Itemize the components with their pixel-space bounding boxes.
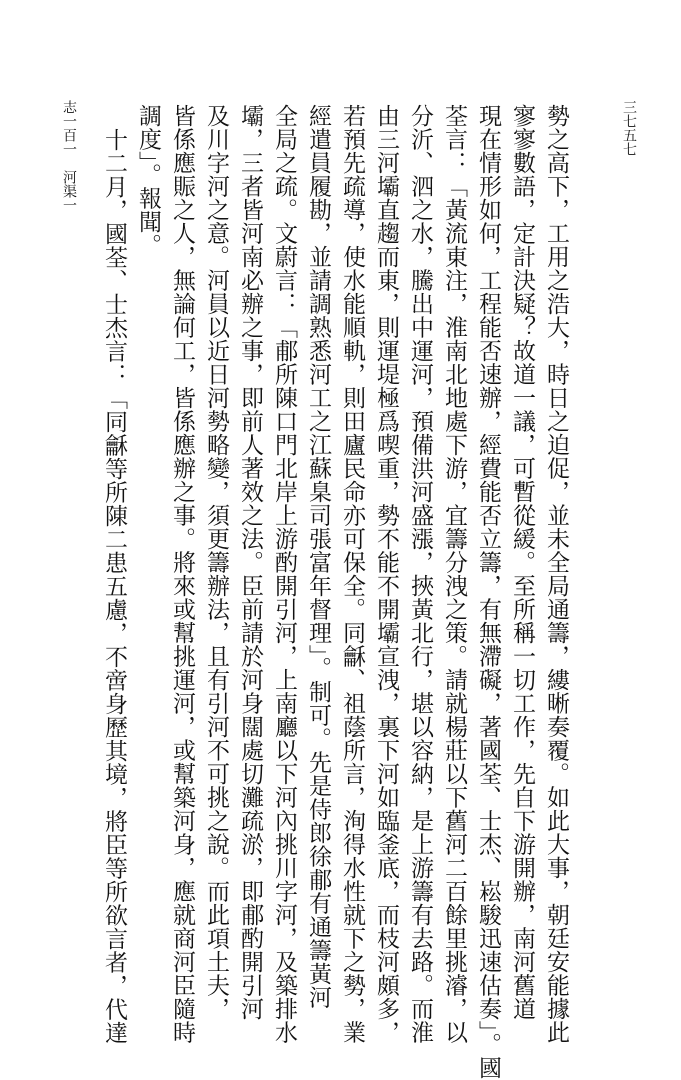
text-column: 荃言：「黃流東注，淮南北地處下游，宜籌分洩之策。請就楊莊以下舊河二百餘里挑濬，以 <box>441 104 467 1044</box>
text-column: 及川字河之意。河員以近日河勢略變，須更籌辦法，且有引河不可挑之說。而此項土夫， <box>203 104 229 1021</box>
text-column: 現在情形如何，工程能否速辦，經費能否立籌，有無滯礙，著國荃、士杰、崧駿迅速估奏」。國 <box>475 104 501 1080</box>
text-column: 勢之高下，工用之浩大，時日之迫促，並未全局通籌，縷晰奏覆。如此大事，朝廷安能據此 <box>543 104 569 1044</box>
text-column: 調度」。報聞。 <box>135 104 161 257</box>
text-column: 壩，三者皆河南必辦之事，即前人著效之法。臣前請於河身闊處切灘疏淤，即郙酌開引河 <box>237 104 263 1021</box>
text-column: 十二月，國荃、士杰言：「同龢等所陳二患五慮，不啻身歷其境，將臣等所欲言者，代達 <box>101 128 127 1045</box>
text-column: 經遣員履勘，並請調熟悉河工之江蘇臬司張富年督理」。制可。先是侍郎徐郙有通籌黃河 <box>305 104 331 1009</box>
text-column: 寥寥數語，定計決疑？故道一議，可暫從緩。至所稱一切工作，先自下游開辦，南河舊道 <box>509 104 535 1021</box>
text-column: 由三河壩直趨而東，則運堤極爲喫重，勢不能不開壩宣洩，裏下河如臨釜底，而枝河頗多， <box>373 104 399 1044</box>
text-column: 若預先疏導，使水能順軌，則田廬民命亦可保全。同龢、祖蔭所言，洵得水性就下之勢，業 <box>339 104 365 1044</box>
text-column: 分沂、泗之水，騰出中運河，預備洪河盛漲，挾黃北行，堪以容納，是上游籌有去路。而淮 <box>407 104 433 1044</box>
text-column: 皆係應賑之人，無論何工，皆係應辦之事。將來或幫挑運河，或幫築河身，應就商河臣隨時 <box>169 104 195 1044</box>
page-number: 三七五七 <box>621 100 637 156</box>
running-header: 志一百一 河渠一 <box>61 100 77 212</box>
text-column: 全局之疏。文蔚言：「郙所陳口門北岸上游酌開引河，上南廳以下河內挑川字河，及築排水 <box>271 104 297 1044</box>
